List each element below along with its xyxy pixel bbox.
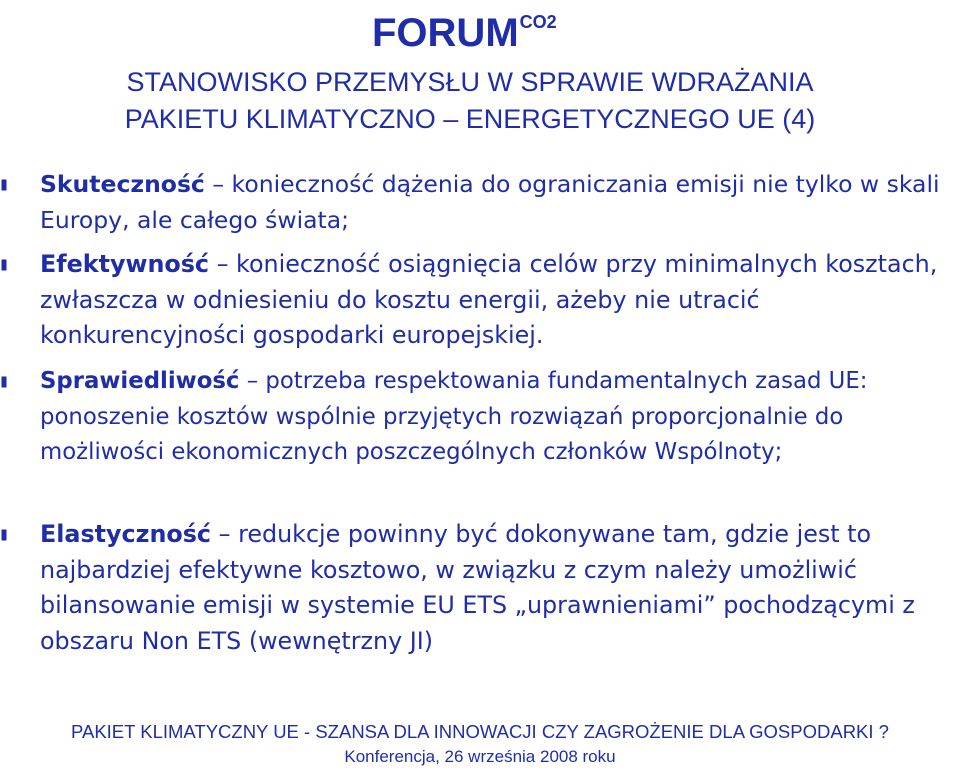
footer-conference-date: Konferencja, 26 września 2008 roku [344,747,616,766]
bullet-marker-icon [2,530,6,540]
bullet-item-sprawiedliwosc [40,364,960,471]
bullet-marker-icon [2,377,6,387]
bullet-text: – konieczność dążenia do ograniczania emisji nie tylko w skali Europy, ale całego świata; [40,170,940,234]
slide-title-line-1: STANOWISKO PRZEMYSŁU W SPRAWIE WDRAŻANIA [126,67,814,97]
bullet-text: – redukcje powinny być dokonywane tam, gdzie jest to najbardziej efektywne kosztowo, w związku z czym należy umożliwić bilansowanie emisji w systemie EU ETS „uprawnieniami” pochodzącymi z obszaru Non ETS (wewnętrzny JI) [40,520,915,655]
logo-superscript: CO2 [519,12,557,32]
slide-title-line-2: PAKIETU KLIMATYCZNO – ENERGETYCZNEGO UE (4) [124,104,816,134]
bullet-item-efektywnosc [40,247,960,354]
bullet-term: Efektywność [40,250,210,278]
footer-conference-title: PAKIET KLIMATYCZNY UE - SZANSA DLA INNOWACJI CZY ZAGROŻENIE DLA GOSPODARKI ? [71,721,889,742]
bullet-text: – konieczność osiągnięcia celów przy minimalnych kosztach, zwłaszcza w odniesieniu do kosztu energii, ażeby nie utracić konkurencyjności gospodarki europejskiej. [40,250,938,349]
bullet-term: Elastyczność [40,520,212,548]
bullet-marker-icon [2,180,6,190]
bullet-term: Sprawiedliwość [40,368,240,394]
bullet-text: – potrzeba respektowania fundamentalnych zasad UE: ponoszenie kosztów wspólnie przyjętych rozwiązań proporcjonalnie do możliwości ekonomicznych poszczególnych członków Wspólnoty; [40,368,868,465]
bullet-item-elastycznosc [40,517,960,659]
bullet-marker-icon [2,260,6,270]
bullet-term: Skuteczność [40,170,205,198]
logo-main-text: FORUM [372,11,519,55]
bullet-item-skutecznosc [40,167,960,238]
